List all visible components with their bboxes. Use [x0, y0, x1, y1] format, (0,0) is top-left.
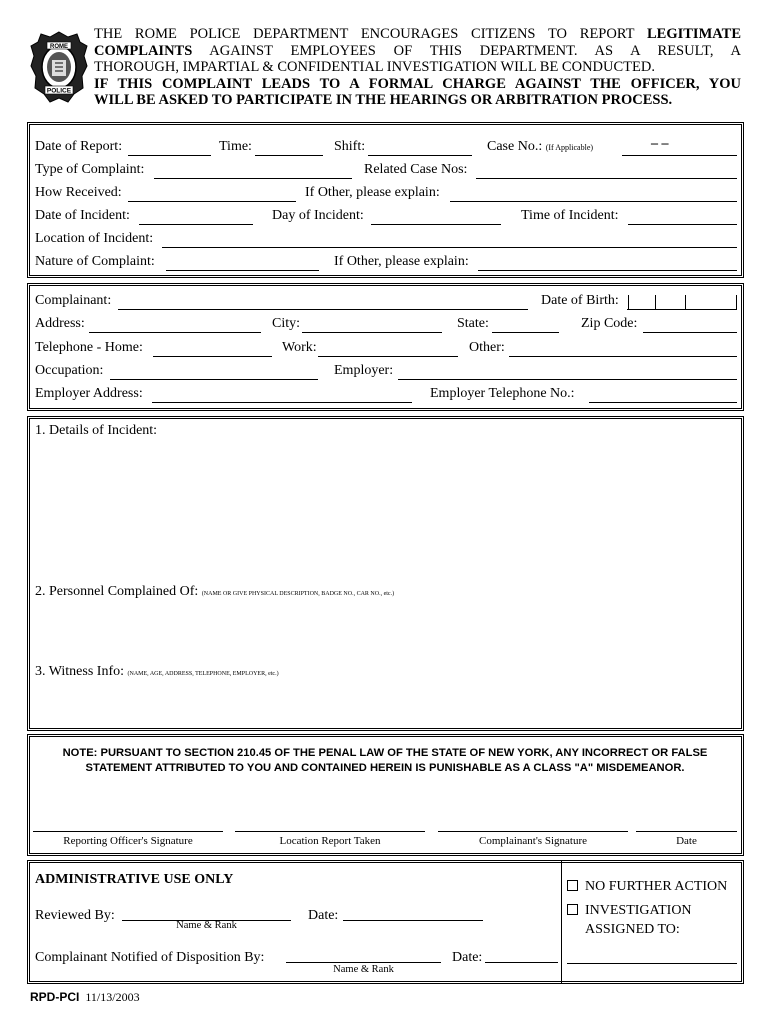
location-of-incident-label: Location of Incident: — [35, 231, 154, 246]
state-field[interactable] — [492, 332, 559, 333]
work-field[interactable] — [318, 356, 458, 357]
address-label: Address: — [35, 316, 85, 331]
address-field[interactable] — [89, 332, 261, 333]
other-label: Other: — [469, 340, 505, 355]
assigned-to-label: ASSIGNED TO: — [585, 922, 680, 937]
officer-signature-caption: Reporting Officer's Signature — [63, 835, 193, 847]
time-field[interactable] — [255, 155, 323, 156]
employer-tel-field[interactable] — [589, 402, 737, 403]
tel-home-label: Telephone - Home: — [35, 340, 143, 355]
signature-date-caption: Date — [676, 835, 697, 847]
location-report-line[interactable] — [235, 831, 425, 832]
work-label: Work: — [282, 340, 317, 355]
location-of-incident-field[interactable] — [162, 247, 737, 248]
witness-info-label: 3. Witness Info: (NAME, AGE, ADDRESS, TELEPHONE, EMPLOYER, etc.) — [35, 664, 279, 679]
employer-label: Employer: — [334, 363, 394, 378]
day-of-incident-field[interactable] — [371, 224, 501, 225]
personnel-complained-area[interactable] — [35, 605, 735, 660]
date-of-incident-label: Date of Incident: — [35, 208, 130, 223]
date-of-incident-field[interactable] — [139, 224, 253, 225]
admin-divider — [561, 861, 562, 983]
details-of-incident-area[interactable] — [35, 445, 735, 575]
notified-date-field[interactable] — [485, 962, 558, 963]
employer-address-field[interactable] — [152, 402, 412, 403]
details-of-incident-label: 1. Details of Incident: — [35, 423, 158, 438]
date-of-birth-label: Date of Birth: — [541, 293, 619, 308]
date-of-birth-field[interactable] — [627, 309, 737, 310]
zip-field[interactable] — [643, 332, 737, 333]
time-label: Time: — [219, 139, 252, 154]
notified-date-label: Date: — [452, 950, 483, 965]
reviewed-date-field[interactable] — [343, 920, 483, 921]
personnel-complained-label: 2. Personnel Complained Of: (NAME OR GIVE PHYSICAL DESCRIPTION, BADGE NO., CAR NO., etc.) — [35, 584, 395, 599]
date-of-report-label: Date of Report: — [35, 139, 123, 154]
admin-title: ADMINISTRATIVE USE ONLY — [35, 872, 234, 887]
penal-law-note: NOTE: PURSUANT TO SECTION 210.45 OF THE PENAL LAW OF THE STATE OF NEW YORK, ANY INCORRECT OR FALSE STATEMENT ATTRIBUTED TO YOU AND CONTAINED HEREIN IS PUNISHABLE AS A CLASS "A" MISDEMEANOR. — [62, 747, 708, 774]
occupation-field[interactable] — [110, 379, 318, 380]
occupation-label: Occupation: — [35, 363, 104, 378]
city-field[interactable] — [302, 332, 442, 333]
svg-text:ROME: ROME — [50, 44, 68, 50]
dob-divider — [655, 295, 656, 309]
complainant-field[interactable] — [118, 309, 528, 310]
zip-label: Zip Code: — [581, 316, 638, 331]
reviewed-date-label: Date: — [308, 908, 339, 923]
time-of-incident-label: Time of Incident: — [521, 208, 619, 223]
nature-of-complaint-label: Nature of Complaint: — [35, 254, 155, 269]
nature-of-complaint-field[interactable] — [166, 270, 319, 271]
officer-signature-line[interactable] — [33, 831, 223, 832]
case-no-field[interactable] — [622, 155, 737, 156]
reviewed-by-caption: Name & Rank — [176, 920, 237, 931]
svg-text:POLICE: POLICE — [46, 87, 72, 95]
police-badge-logo — [30, 30, 88, 104]
date-of-report-field[interactable] — [128, 155, 211, 156]
shift-field[interactable] — [368, 155, 472, 156]
header-line-2: COMPLAINTS AGAINST EMPLOYEES OF THIS DEPARTMENT. AS A RESULT, A — [94, 42, 741, 59]
investigation-checkbox[interactable] — [567, 904, 578, 915]
header-line-4: IF THIS COMPLAINT LEADS TO A FORMAL CHARGE AGAINST THE OFFICER, YOU — [94, 75, 741, 92]
type-of-complaint-field[interactable] — [154, 178, 352, 179]
dob-divider — [628, 295, 629, 309]
tel-home-field[interactable] — [153, 356, 272, 357]
day-of-incident-label: Day of Incident: — [272, 208, 364, 223]
complainant-label: Complainant: — [35, 293, 112, 308]
how-received-label: How Received: — [35, 185, 122, 200]
witness-info-area[interactable] — [35, 685, 735, 725]
complainant-signature-line[interactable] — [438, 831, 628, 832]
city-label: City: — [272, 316, 301, 331]
notified-by-caption: Name & Rank — [333, 964, 394, 975]
form-id-footer: RPD-PCI 11/13/2003 — [30, 990, 140, 1004]
header-line-5: WILL BE ASKED TO PARTICIPATE IN THE HEARINGS OR ARBITRATION PROCESS. — [94, 92, 673, 108]
signature-date-line[interactable] — [636, 831, 737, 832]
notified-by-field[interactable] — [286, 962, 441, 963]
employer-tel-label: Employer Telephone No.: — [430, 386, 575, 401]
header-line-1: THE ROME POLICE DEPARTMENT ENCOURAGES CITIZENS TO REPORT LEGITIMATE — [94, 26, 741, 42]
notified-by-label: Complainant Notified of Disposition By: — [35, 950, 265, 965]
location-report-caption: Location Report Taken — [279, 835, 381, 847]
dob-divider — [685, 295, 686, 309]
if-other-2-label: If Other, please explain: — [334, 254, 469, 269]
shift-label: Shift: — [334, 139, 366, 154]
assigned-to-field[interactable] — [567, 963, 737, 964]
if-other-1-label: If Other, please explain: — [305, 185, 440, 200]
type-of-complaint-label: Type of Complaint: — [35, 162, 145, 177]
time-of-incident-field[interactable] — [628, 224, 737, 225]
case-no-dashes: – – — [651, 136, 669, 151]
employer-address-label: Employer Address: — [35, 386, 143, 401]
no-further-action-checkbox[interactable] — [567, 880, 578, 891]
no-further-action-label: NO FURTHER ACTION — [585, 879, 728, 894]
dob-divider — [736, 295, 737, 309]
investigation-label: INVESTIGATION — [585, 903, 692, 918]
case-no-label: Case No.: (If Applicable) — [487, 139, 594, 154]
employer-field[interactable] — [398, 379, 737, 380]
state-label: State: — [457, 316, 489, 331]
related-case-nos-field[interactable] — [476, 178, 737, 179]
how-received-field[interactable] — [128, 201, 296, 202]
complainant-signature-caption: Complainant's Signature — [479, 835, 587, 847]
header-notice — [94, 26, 741, 109]
reviewed-by-label: Reviewed By: — [35, 908, 115, 923]
other-field[interactable] — [509, 356, 737, 357]
if-other-1-field[interactable] — [450, 201, 737, 202]
header-line-3: THOROUGH, IMPARTIAL & CONFIDENTIAL INVESTIGATION WILL BE CONDUCTED. — [94, 59, 655, 75]
if-other-2-field[interactable] — [478, 270, 737, 271]
related-case-nos-label: Related Case Nos: — [364, 162, 468, 177]
